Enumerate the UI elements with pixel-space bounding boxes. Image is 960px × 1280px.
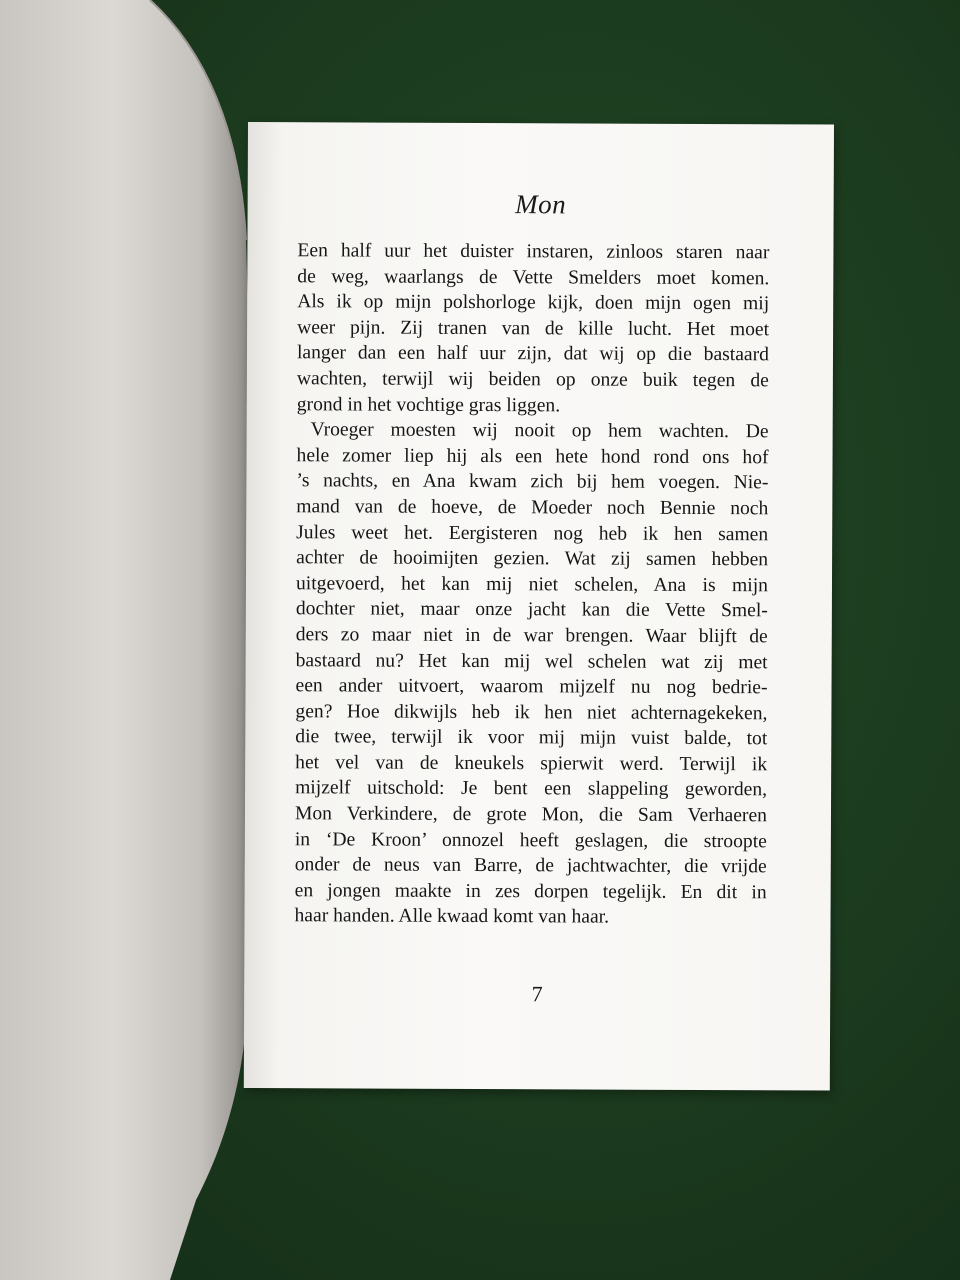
text-line: haar handen. Alle kwaad komt van haar. — [294, 905, 610, 929]
text-line: ’s nachts, en Ana kwam zich bij hem voegen. Nie- — [296, 470, 769, 494]
text-line: ders zo maar niet in de war brengen. Waar blijft de — [295, 624, 768, 648]
text-line: achter de hooimijten gezien. Wat zij samen hebben — [296, 547, 769, 571]
book-page — [244, 122, 834, 1091]
text-line: weer pijn. Zij tranen van de kille lucht. Het moet — [297, 316, 770, 341]
text-line: Als ik op mijn polshorloge kijk, doen mijn ogen mij — [297, 291, 770, 315]
text-line: Mon Verkindere, de grote Mon, die Sam Verhaeren — [294, 803, 768, 827]
text-line: hele zomer liep hij als een hete hond rond ons hof — [296, 444, 769, 469]
page-number: 7 — [531, 981, 543, 1007]
text-line: mand van de hoeve, de Moeder noch Bennie noch — [296, 496, 769, 520]
text-line: wachten, terwijl wij beiden op onze buik tegen de — [296, 368, 769, 392]
chapter-title: Mon — [515, 189, 567, 220]
text-line: mijzelf uitschold: Je bent een slappeling geworden, — [295, 777, 768, 801]
text-line: bastaard nu? Het kan mij wel schelen wat zij met — [295, 649, 768, 673]
body-text — [294, 238, 769, 931]
text-line: een ander uitvoert, waarom mijzelf nu nog bedrie- — [295, 675, 768, 699]
text-line: in ‘De Kroon’ onnozel heeft geslagen, die stroopte — [294, 828, 767, 852]
text-line: onder de neus van Barre, de jachtwachter, die vrijde — [294, 854, 767, 878]
text-line: de weg, waarlangs de Vette Smelders moet komen. — [297, 265, 770, 289]
text-line: Jules weet het. Eergisteren nog heb ik hen samen — [296, 521, 769, 545]
text-line: gen? Hoe dikwijls heb ik hen niet achternagekeken, — [295, 700, 768, 724]
text-line: die twee, terwijl ik voor mij mijn vuist balde, tot — [295, 726, 768, 750]
text-line: Een half uur het duister instaren, zinloos staren naar — [297, 240, 770, 264]
text-line: het vel van de kneukels spierwit werd. Terwijl ik — [295, 752, 768, 776]
text-line: uitgevoerd, het kan mij niet schelen, Ana is mijn — [295, 572, 769, 596]
text-line: grond in het vochtige gras liggen. — [296, 393, 561, 416]
text-line: en jongen maakte in zes dorpen tegelijk. En dit in — [294, 880, 767, 904]
text-line: dochter niet, maar onze jacht kan die Vette Smel- — [295, 598, 768, 622]
text-line: Vroeger moesten wij nooit op hem wachten. De — [310, 419, 769, 443]
text-line: langer dan een half uur zijn, dat wij op die bastaard — [296, 342, 770, 366]
